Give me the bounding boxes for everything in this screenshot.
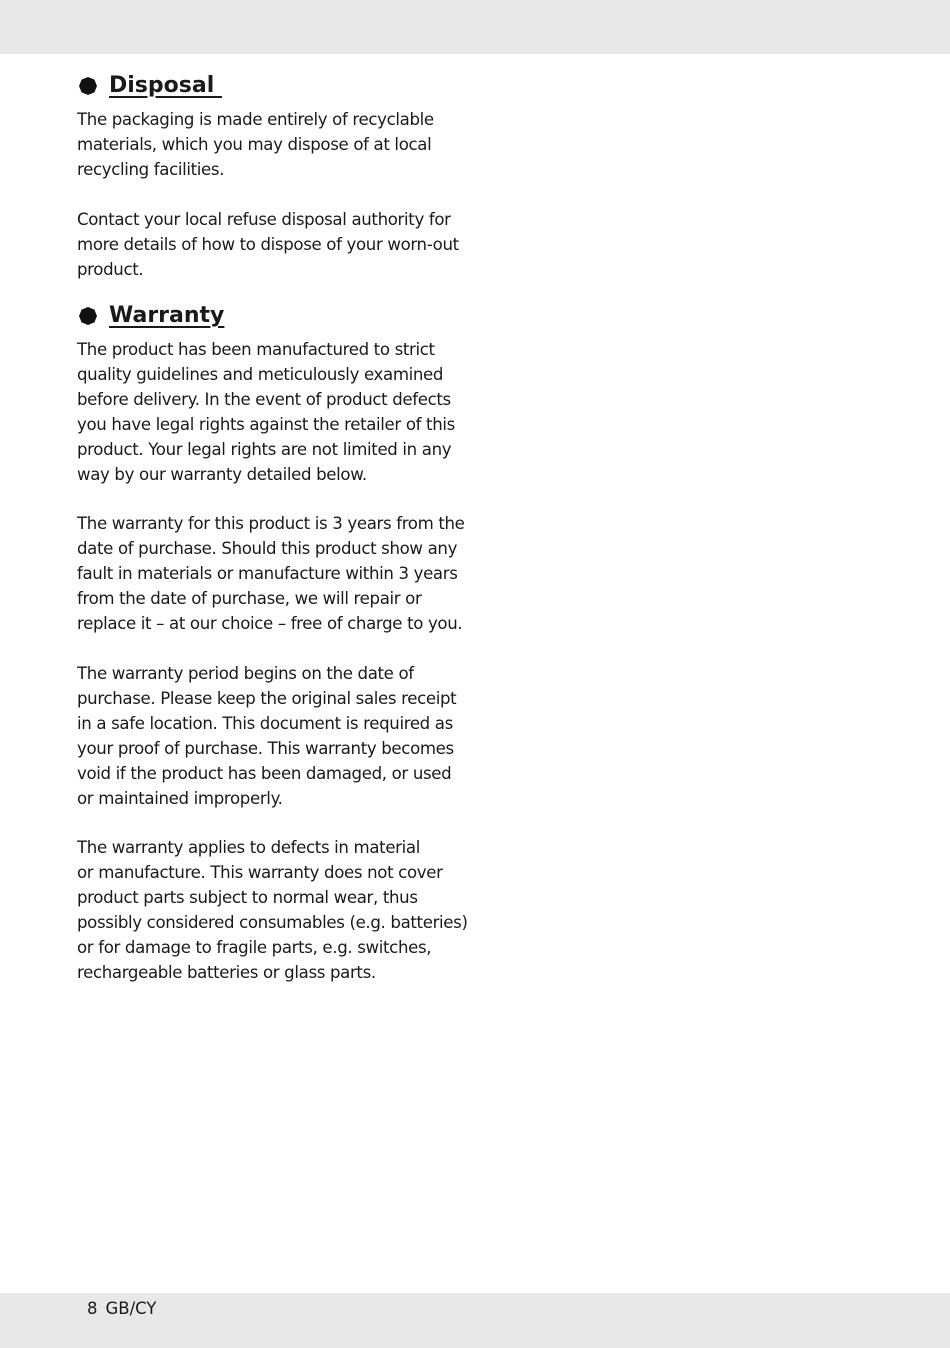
section-title: Warranty bbox=[109, 303, 225, 328]
page-number: 8 bbox=[87, 1299, 98, 1318]
page-footer bbox=[87, 1298, 164, 1320]
paragraph: The warranty for this product is 3 years from the date of purchase. Should this product show any fault in materials or manufacture within 3 years from the date of purchase, we will repair or replace it – at our choice – free of charge to you. bbox=[77, 514, 465, 633]
paragraph: The warranty applies to defects in material or manufacture. This warranty does not cover product parts subject to normal wear, thus possibly considered consumables (e.g. batteries) or for damage to fragile parts, e.g. switches, rechargeable batteries or glass parts. bbox=[77, 838, 468, 982]
bullet-icon bbox=[79, 77, 97, 95]
paragraph: The product has been manufactured to strict quality guidelines and meticulously examined before delivery. In the event of product defects you have legal rights against the retailer of this product. Your legal rights are not limited in any way by our warranty detailed below. bbox=[77, 340, 455, 484]
header-band bbox=[0, 0, 950, 54]
section-heading-warranty bbox=[79, 302, 224, 330]
paragraph: Contact your local refuse disposal authority for more details of how to dispose of your worn-out product. bbox=[77, 210, 459, 279]
paragraph: The packaging is made entirely of recyclable materials, which you may dispose of at local recycling facilities. bbox=[77, 110, 434, 179]
locale-label: GB/CY bbox=[105, 1299, 157, 1318]
section-title: Disposal bbox=[109, 73, 222, 98]
bullet-icon bbox=[79, 307, 97, 325]
paragraph: The warranty period begins on the date of purchase. Please keep the original sales receipt in a safe location. This document is required as your proof of purchase. This warranty becomes void if the product has been damaged, or used or maintained improperly. bbox=[77, 664, 457, 808]
section-heading-disposal bbox=[79, 72, 222, 100]
